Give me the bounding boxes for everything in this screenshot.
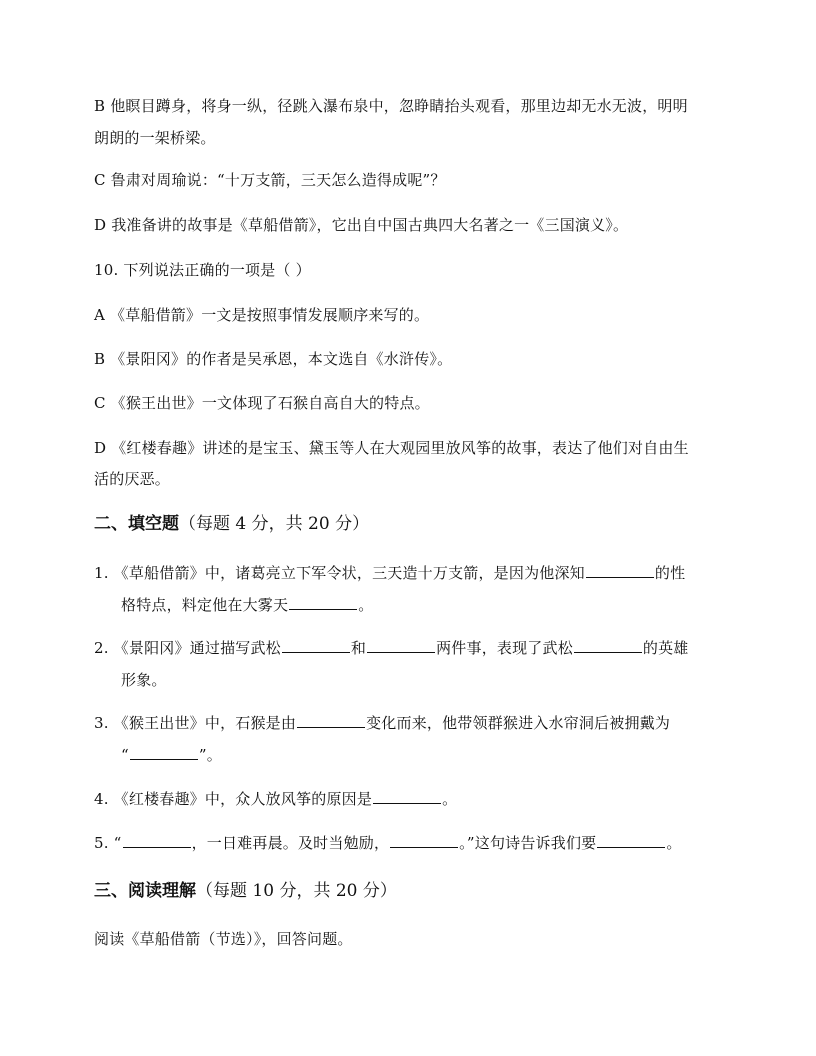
- answer-blank[interactable]: [297, 713, 365, 728]
- q1-text-d: 。: [358, 596, 374, 614]
- question-10: 10. 下列说法正确的一项是（ ）: [94, 261, 311, 279]
- fill-question-3-line-1: [94, 713, 670, 733]
- answer-blank[interactable]: [367, 638, 435, 653]
- q1-text-b: 的性: [654, 564, 686, 582]
- q10-option-b: B 《景阳冈》的作者是吴承恩，本文选自《水浒传》。: [94, 350, 453, 368]
- q1-text-a: 1. 《草船借箭》中，诸葛亮立下军令状，三天造十万支箭，是因为他深知: [94, 564, 585, 582]
- reading-intro: 阅读《草船借箭（节选）》，回答问题。: [94, 930, 353, 948]
- q1-text-c: 格特点，料定他在大雾天: [121, 596, 289, 614]
- answer-blank[interactable]: [597, 833, 665, 848]
- q2-text-b: 和: [350, 639, 367, 657]
- answer-blank[interactable]: [130, 745, 198, 760]
- section-2-note: （每题 4 分，共 20 分）: [179, 514, 370, 534]
- q5-text-c: 。”这句诗告诉我们要: [459, 834, 597, 852]
- fill-question-2-line-2: 形象。: [121, 671, 167, 689]
- answer-blank[interactable]: [390, 833, 458, 848]
- section-3-heading: [94, 880, 397, 902]
- option-c-line: C 鲁肃对周瑜说：“十万支箭，三天怎么造得成呢”？: [94, 171, 446, 189]
- q10-option-d-line-2: 活的厌恶。: [94, 470, 171, 488]
- q2-text-a: 2. 《景阳冈》通过描写武松: [94, 639, 281, 657]
- q5-text-a: 5. “: [94, 834, 122, 852]
- fill-question-4: [94, 789, 457, 809]
- fill-question-5: [94, 833, 682, 853]
- answer-blank[interactable]: [373, 789, 441, 804]
- answer-blank[interactable]: [282, 638, 350, 653]
- option-d-line: D 我准备讲的故事是《草船借箭》，它出自中国古典四大名著之一《三国演义》。: [94, 216, 629, 234]
- q4-text-b: 。: [442, 790, 458, 808]
- q4-text-a: 4. 《红楼春趣》中，众人放风筝的原因是: [94, 790, 373, 808]
- option-b-line-2: 朗朗的一架桥梁。: [94, 129, 216, 147]
- fill-question-3-line-2: [121, 745, 222, 765]
- section-3-note: （每题 10 分，共 20 分）: [196, 881, 397, 901]
- answer-blank[interactable]: [289, 595, 357, 610]
- fill-question-1-line-2: [121, 595, 373, 615]
- q10-option-c: C 《猴王出世》一文体现了石猴自高自大的特点。: [94, 394, 430, 412]
- q5-text-b: ，一日难再晨。及时当勉励，: [191, 834, 390, 852]
- answer-blank[interactable]: [574, 638, 642, 653]
- q3-text-b: 变化而来，他带领群猴进入水帘洞后被拥戴为: [366, 714, 671, 732]
- section-2-heading: [94, 513, 369, 535]
- fill-question-2-line-1: [94, 638, 689, 658]
- fill-question-1-line-1: [94, 563, 685, 583]
- q3-text-c: “: [121, 746, 129, 764]
- q3-text-d: ”。: [198, 746, 222, 764]
- q2-text-d: 的英雄: [642, 639, 689, 657]
- section-2-title: 二、填空题: [94, 514, 179, 534]
- section-3-title: 三、阅读理解: [94, 881, 196, 901]
- q3-text-a: 3. 《猴王出世》中，石猴是由: [94, 714, 297, 732]
- q10-option-d-line-1: D 《红楼春趣》讲述的是宝玉、黛玉等人在大观园里放风筝的故事，表达了他们对自由生: [94, 439, 689, 457]
- option-b-line-1: B 他瞑目蹲身，将身一纵，径跳入瀑布泉中，忽睁睛抬头观看，那里边却无水无波，明明: [94, 97, 688, 115]
- q5-text-d: 。: [666, 834, 682, 852]
- q2-text-c: 两件事，表现了武松: [436, 639, 573, 657]
- answer-blank[interactable]: [123, 833, 191, 848]
- q10-option-a: A 《草船借箭》一文是按照事情发展顺序来写的。: [94, 306, 430, 324]
- answer-blank[interactable]: [586, 563, 654, 578]
